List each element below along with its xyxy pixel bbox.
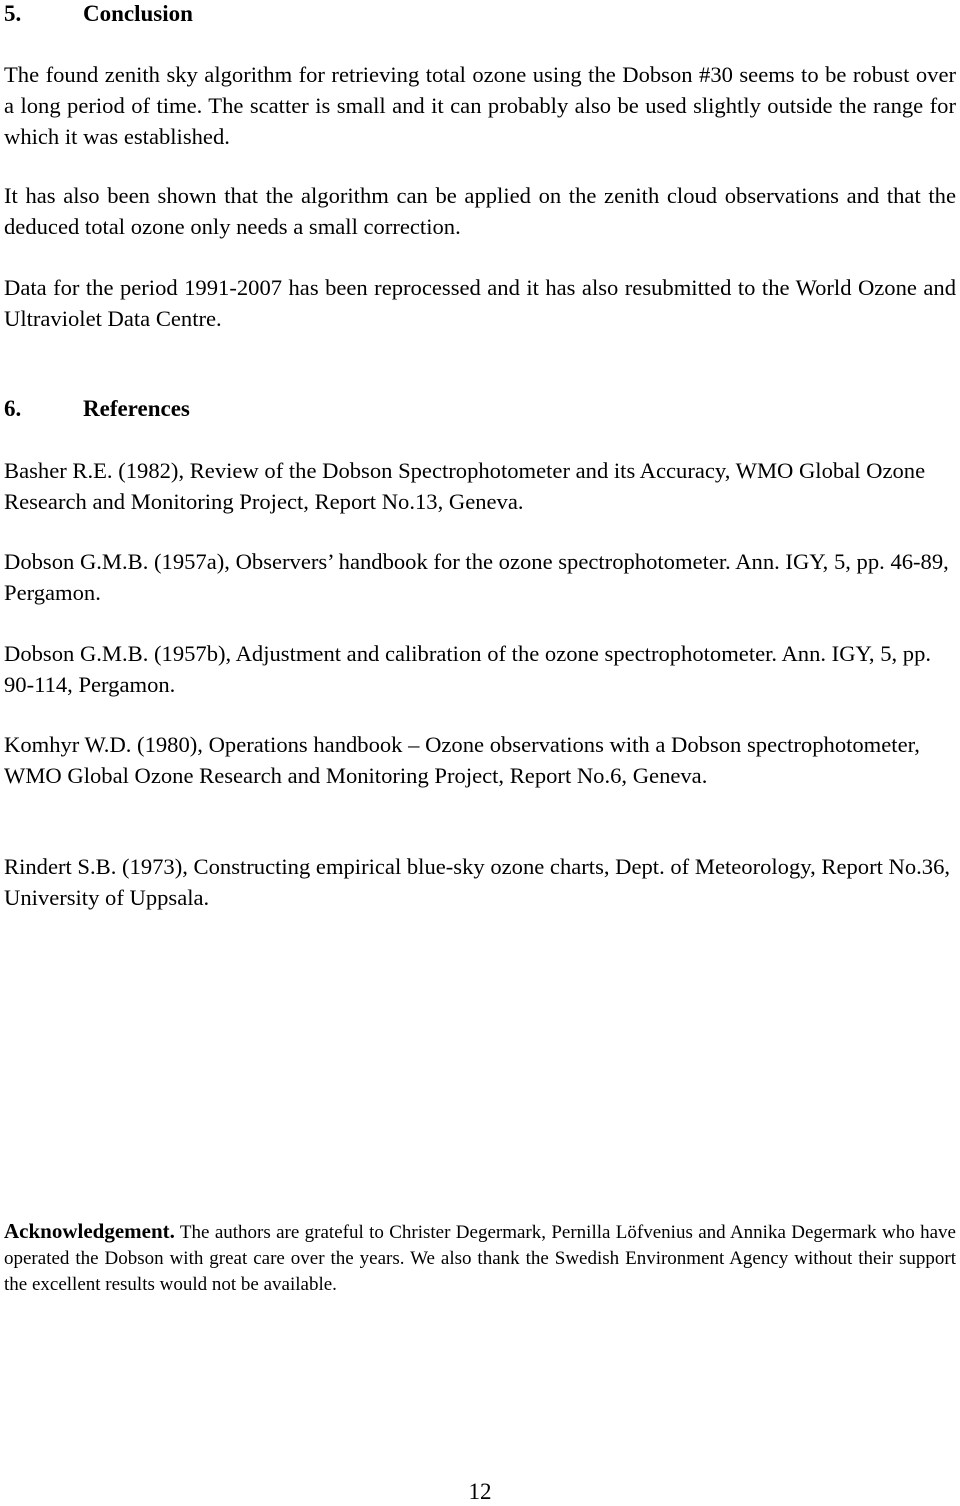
references-section-number: 6. xyxy=(4,396,22,421)
reference-entry: Dobson G.M.B. (1957b), Adjustment and calibration of the ozone spectrophotometer. Ann. IGY, 5, pp. 90-114, Pergamon. xyxy=(4,641,932,697)
reference-entry: Rindert S.B. (1973), Constructing empirical blue-sky ozone charts, Dept. of Meteorology, Report No.36, University of Uppsala. xyxy=(4,854,951,910)
reference-entry: Basher R.E. (1982), Review of the Dobson Spectrophotometer and its Accuracy, WMO Global Ozone Research and Monitoring Project, Report No.13, Geneva. xyxy=(4,458,926,514)
conclusion-paragraph: It has also been shown that the algorithm can be applied on the zenith cloud observations and that the deduced total ozone only needs a small correction. xyxy=(4,183,956,239)
references-heading xyxy=(4,395,190,423)
acknowledgement-paragraph xyxy=(4,1218,956,1298)
conclusion-section-title: Conclusion xyxy=(83,1,193,26)
page-number: 12 xyxy=(468,1479,492,1504)
conclusion-heading xyxy=(4,0,193,28)
conclusion-section-number: 5. xyxy=(4,1,22,26)
reference-entry: Komhyr W.D. (1980), Operations handbook – Ozone observations with a Dobson spectrophotometer, WMO Global Ozone Research and Monitoring Project, Report No.6, Geneva. xyxy=(4,732,920,788)
reference-entry: Dobson G.M.B. (1957a), Observers’ handbook for the ozone spectrophotometer. Ann. IGY, 5, pp. 46-89, Pergamon. xyxy=(4,549,949,605)
references-section-title: References xyxy=(83,396,190,421)
conclusion-paragraph: The found zenith sky algorithm for retrieving total ozone using the Dobson #30 seems to be robust over a long period of time. The scatter is small and it can probably also be used slightly outside the range for which it was established. xyxy=(4,62,956,149)
acknowledgement-title: Acknowledgement. xyxy=(4,1219,175,1243)
conclusion-paragraph: Data for the period 1991-2007 has been reprocessed and it has also resubmitted to the World Ozone and Ultraviolet Data Centre. xyxy=(4,275,956,331)
acknowledgement-text: The authors are grateful to Christer Degermark, Pernilla Löfvenius and Annika Degermark who have operated the Dobson with great care over the years. We also thank the Swedish Environment Agency without their support the excellent results would not be available. xyxy=(4,1222,956,1295)
